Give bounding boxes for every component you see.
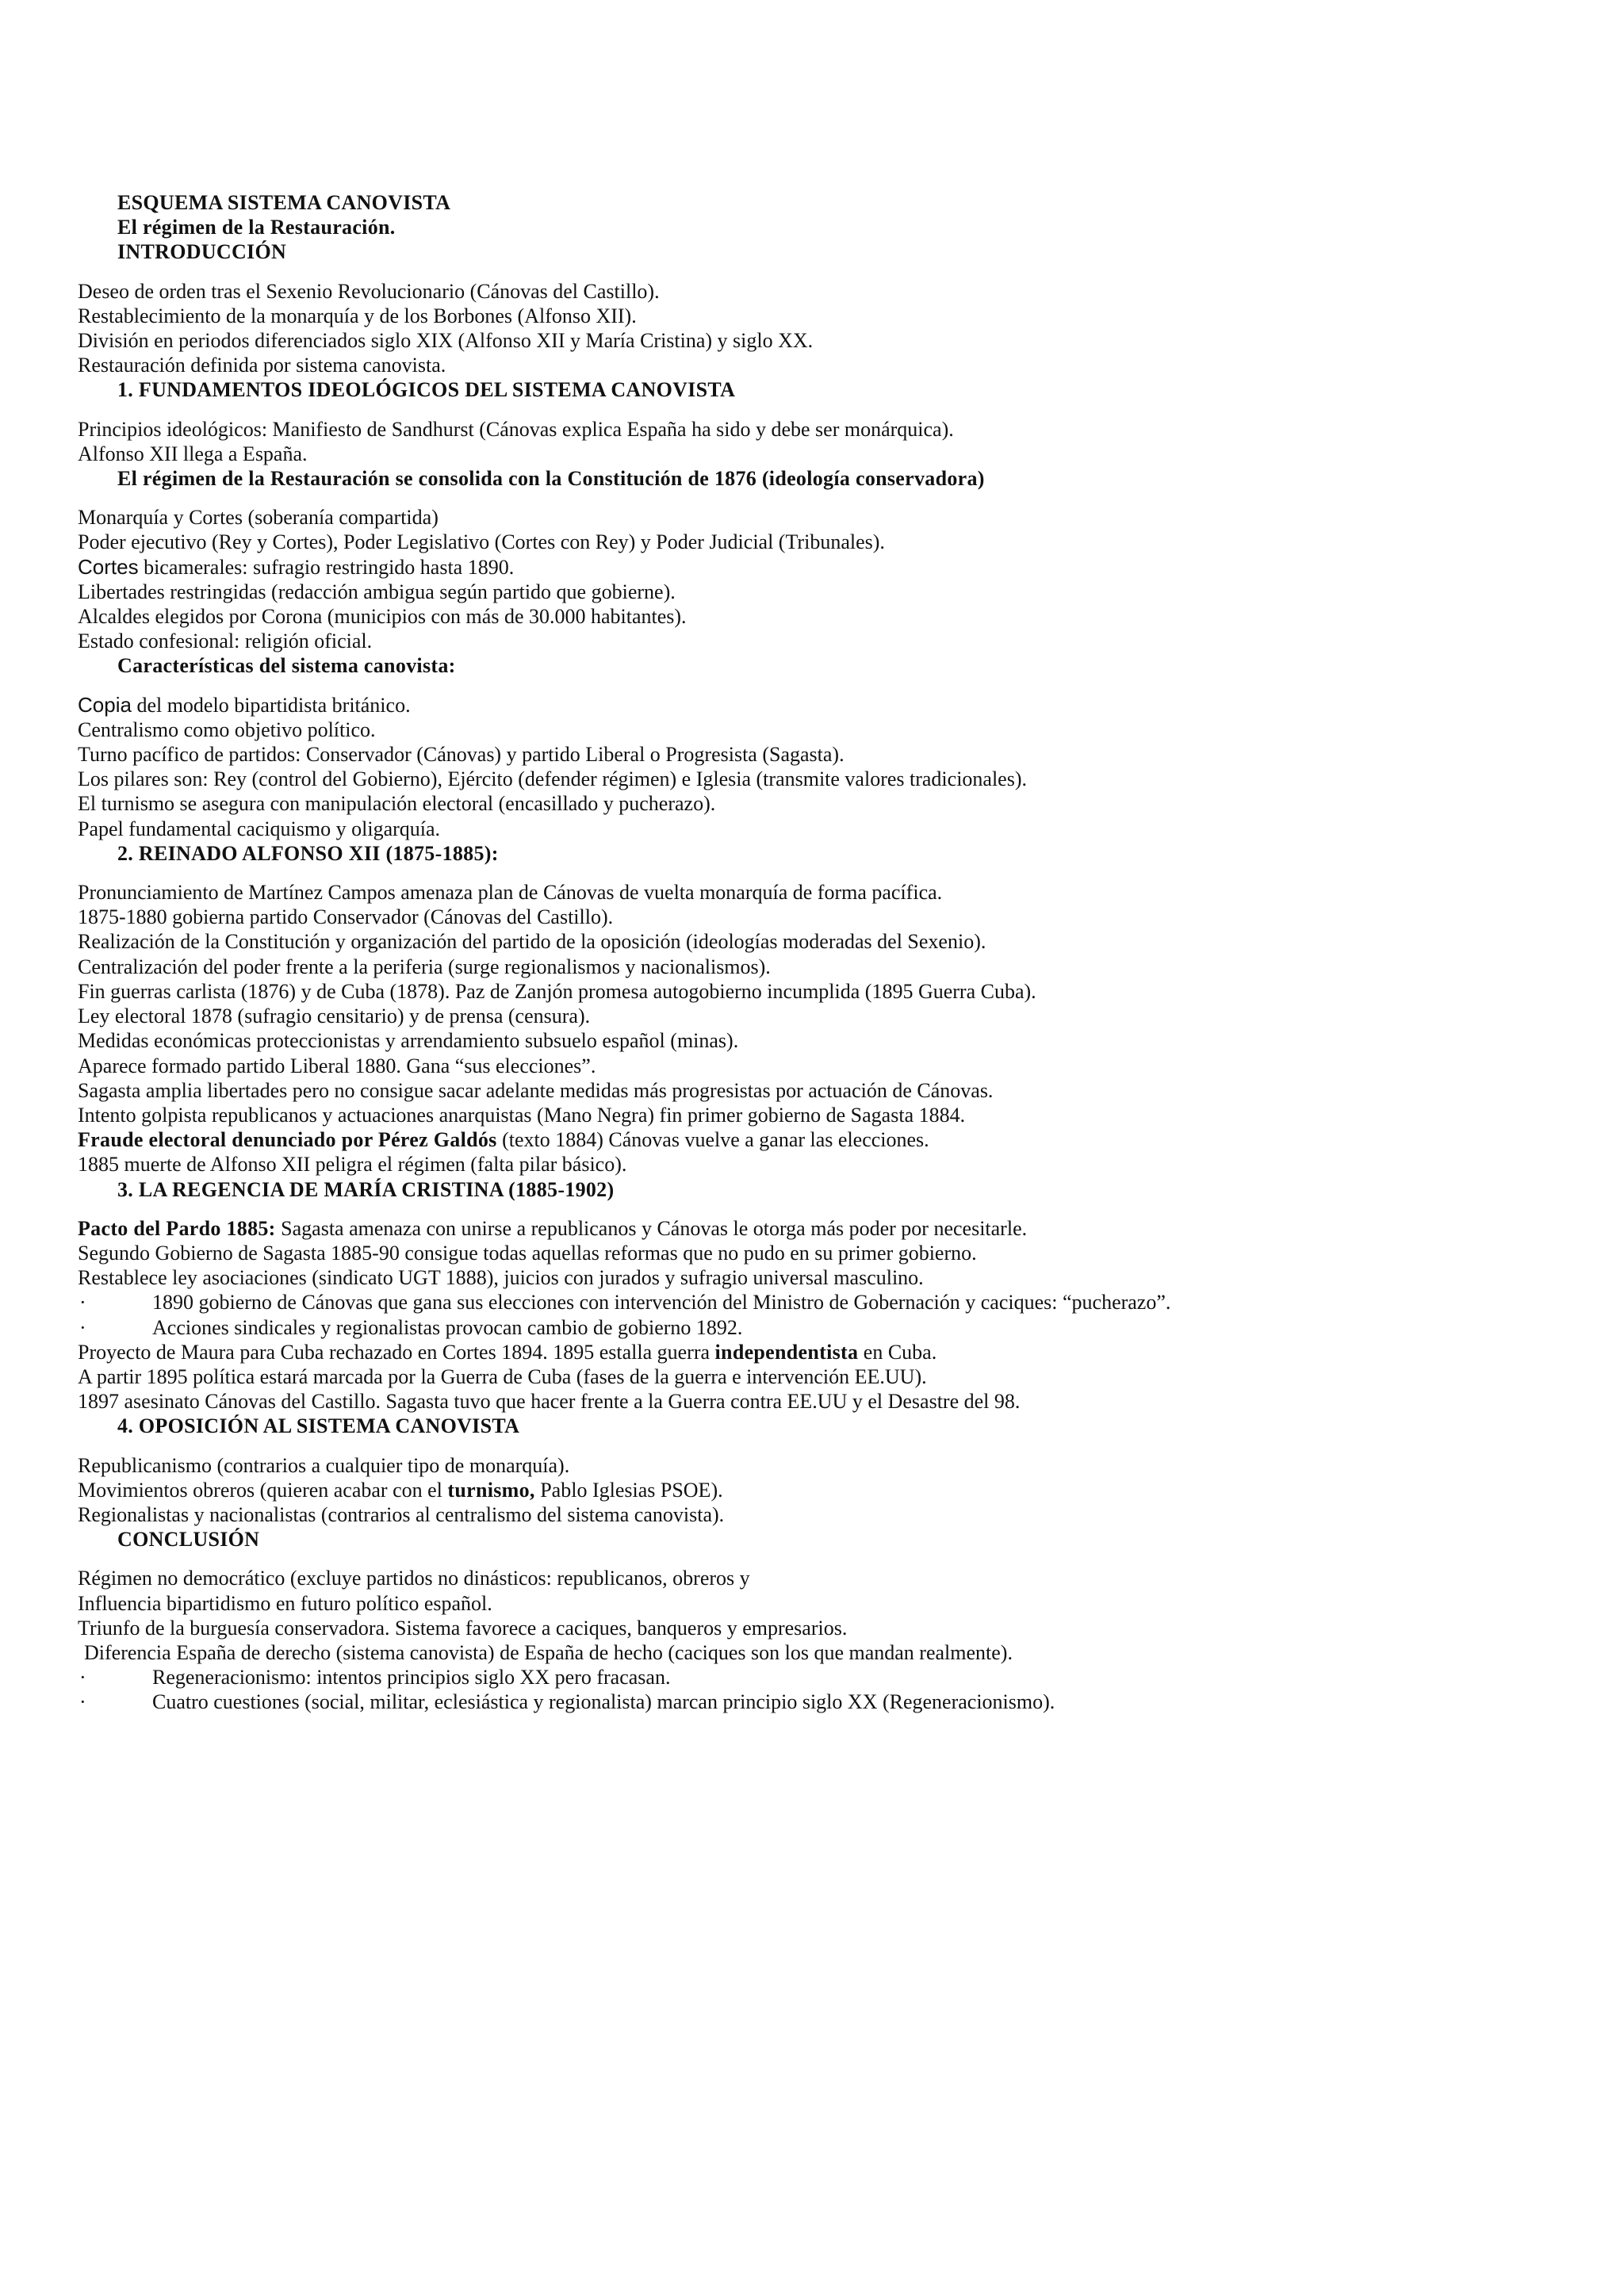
intro-line: División en periodos diferenciados siglo XIX (Alfonso XII y María Cristina) y siglo XX. bbox=[78, 329, 814, 353]
intro-line: Restauración definida por sistema canovista. bbox=[78, 354, 446, 377]
section-2-line: Fin guerras carlista (1876) y de Cuba (1878). Paz de Zanjón promesa autogobierno incumplida (1895 Guerra Cuba). bbox=[78, 979, 1036, 1003]
section-2-line: Centralización del poder frente a la periferia (surge regionalismos y nacionalismos). bbox=[78, 955, 771, 978]
section-3-line: A partir 1895 política estará marcada por la Guerra de Cuba (fases de la guerra e intervención EE.UU). bbox=[78, 1364, 927, 1388]
bullet-dot: · bbox=[79, 1690, 86, 1714]
maura-line bbox=[78, 1340, 1568, 1364]
section-1-line: Alfonso XII llega a España. bbox=[78, 442, 308, 465]
characteristic-line: El turnismo se asegura con manipulación electoral (encasillado y pucherazo). bbox=[78, 792, 716, 816]
characteristics-heading: Características del sistema canovista: bbox=[117, 654, 456, 678]
intro-line: Deseo de orden tras el Sexenio Revolucionario (Cánovas del Castillo). bbox=[78, 279, 660, 303]
copia-line bbox=[78, 693, 1568, 718]
bullet-text: Acciones sindicales y regionalistas provocan cambio de gobierno 1892. bbox=[152, 1315, 743, 1339]
list-item bbox=[78, 1689, 1568, 1714]
pacto-rest: Sagasta amenaza con unirse a republicanos y Cánovas le otorga más poder por necesitarle. bbox=[275, 1216, 1028, 1240]
mov-post: Pablo Iglesias PSOE). bbox=[534, 1478, 723, 1502]
intro-line: Restablecimiento de la monarquía y de los Borbones (Alfonso XII). bbox=[78, 304, 637, 327]
conclusion-line: Influencia bipartidismo en futuro político español. bbox=[78, 1591, 492, 1615]
fraude-rest: (texto 1884) Cánovas vuelve a ganar las elecciones. bbox=[496, 1128, 929, 1152]
section-3-line: Segundo Gobierno de Sagasta 1885-90 consigue todas aquellas reformas que no pudo en su primer gobierno. bbox=[78, 1241, 977, 1265]
constitution-line: Poder ejecutivo (Rey y Cortes), Poder Legislativo (Cortes con Rey) y Poder Judicial (Tribunales). bbox=[78, 530, 885, 554]
conclusion-line: Diferencia España de derecho (sistema canovista) de España de hecho (caciques son los que mandan realmente). bbox=[84, 1640, 1013, 1664]
mov-pre: Movimientos obreros (quieren acabar con el bbox=[78, 1478, 448, 1502]
section-2-line: Pronunciamiento de Martínez Campos amenaza plan de Cánovas de vuelta monarquía de forma pacífica. bbox=[78, 881, 943, 905]
cortes-rest: bicamerales: sufragio restringido hasta 1890. bbox=[138, 555, 515, 579]
maura-bold: independentista bbox=[714, 1340, 859, 1364]
section-4-line: Republicanismo (contrarios a cualquier tipo de monarquía). bbox=[78, 1453, 570, 1477]
bullet-text: 1890 gobierno de Cánovas que gana sus elecciones con intervención del Ministro de Gobernación y caciques: “pucherazo”. bbox=[152, 1291, 1171, 1314]
pacto-bold: Pacto del Pardo 1885: bbox=[78, 1216, 276, 1240]
document-body bbox=[78, 190, 1568, 1715]
fraude-line bbox=[78, 1127, 1568, 1152]
conclusion-line: Régimen no democrático (excluye partidos no dinásticos: republicanos, obreros y bbox=[78, 1567, 750, 1590]
maura-pre: Proyecto de Maura para Cuba rechazado en Cortes 1894. 1895 estalla guerra bbox=[78, 1340, 715, 1364]
constitution-line: Alcaldes elegidos por Corona (municipios con más de 30.000 habitantes). bbox=[78, 605, 687, 629]
maura-post: en Cuba. bbox=[858, 1340, 937, 1364]
section-2-line: Aparece formado partido Liberal 1880. Gana “sus elecciones”. bbox=[78, 1054, 596, 1077]
constitution-line: Libertades restringidas (redacción ambigua según partido que gobierne). bbox=[78, 580, 676, 603]
constitution-line: Monarquía y Cortes (soberanía compartida) bbox=[78, 506, 439, 530]
fraude-bold: Fraude electoral denunciado por Pérez Galdós bbox=[78, 1128, 497, 1152]
bullet-text: Regeneracionismo: intentos principios siglo XX pero fracasan. bbox=[152, 1666, 671, 1689]
document-title: ESQUEMA SISTEMA CANOVISTA bbox=[117, 191, 451, 214]
bullet-dot: · bbox=[79, 1291, 86, 1314]
section-2-line: 1885 muerte de Alfonso XII peligra el régimen (falta pilar básico). bbox=[78, 1153, 627, 1177]
cortes-word: Cortes bbox=[78, 554, 139, 579]
section-1-line: Principios ideológicos: Manifiesto de Sandhurst (Cánovas explica España ha sido y debe ser monárquica). bbox=[78, 417, 954, 441]
movimientos-line bbox=[78, 1478, 1568, 1502]
section-3-heading: 3. LA REGENCIA DE MARÍA CRISTINA (1885-1902) bbox=[117, 1177, 615, 1201]
characteristic-line: Los pilares son: Rey (control del Gobierno), Ejército (defender régimen) e Iglesia (transmite valores tradicionales). bbox=[78, 767, 1028, 791]
pacto-line bbox=[78, 1216, 1568, 1241]
intro-heading: INTRODUCCIÓN bbox=[117, 240, 287, 264]
mov-bold: turnismo, bbox=[447, 1478, 535, 1502]
copia-rest: del modelo bipartidista británico. bbox=[131, 693, 411, 717]
section-3-line: 1897 asesinato Cánovas del Castillo. Sagasta tuvo que hacer frente a la Guerra contra EE.UU y el Desastre del 98. bbox=[78, 1390, 1021, 1414]
section-2-heading: 2. REINADO ALFONSO XII (1875-1885): bbox=[117, 841, 499, 865]
characteristic-line: Turno pacífico de partidos: Conservador (Cánovas) y partido Liberal o Progresista (Sagasta). bbox=[78, 743, 845, 767]
characteristic-line: Papel fundamental caciquismo y oligarquía. bbox=[78, 817, 441, 840]
copia-word: Copia bbox=[78, 692, 132, 717]
bullet-text: Cuatro cuestiones (social, militar, eclesiástica y regionalista) marcan principio siglo XX (Regeneracionismo). bbox=[152, 1690, 1055, 1714]
section-2-line: Sagasta amplia libertades pero no consigue sacar adelante medidas más progresistas por actuación de Cánovas. bbox=[78, 1078, 994, 1102]
conclusion-line: Triunfo de la burguesía conservadora. Sistema favorece a caciques, banqueros y empresarios. bbox=[78, 1616, 848, 1640]
section-2-line: 1875-1880 gobierna partido Conservador (Cánovas del Castillo). bbox=[78, 905, 614, 929]
bullet-dot: · bbox=[79, 1666, 86, 1689]
section-2-line: Intento golpista republicanos y actuaciones anarquistas (Mano Negra) fin primer gobierno de Sagasta 1884. bbox=[78, 1103, 966, 1127]
section-4-heading: 4. OPOSICIÓN AL SISTEMA CANOVISTA bbox=[117, 1414, 520, 1438]
section-2-line: Realización de la Constitución y organización del partido de la oposición (ideologías moderadas del Sexenio). bbox=[78, 930, 986, 954]
section-2-line: Ley electoral 1878 (sufragio censitario) y de prensa (censura). bbox=[78, 1004, 591, 1028]
document-subtitle: El régimen de la Restauración. bbox=[117, 216, 396, 239]
section-2-line: Medidas económicas proteccionistas y arrendamiento subsuelo español (minas). bbox=[78, 1029, 739, 1053]
section-1-heading: 1. FUNDAMENTOS IDEOLÓGICOS DEL SISTEMA CANOVISTA bbox=[117, 378, 736, 402]
constitution-line: Estado confesional: religión oficial. bbox=[78, 629, 373, 653]
list-item bbox=[78, 1315, 1568, 1340]
list-item bbox=[78, 1290, 1568, 1314]
bullet-dot: · bbox=[79, 1315, 86, 1339]
constitution-heading: El régimen de la Restauración se consolida con la Constitución de 1876 (ideología conservadora) bbox=[117, 467, 985, 491]
list-item bbox=[78, 1665, 1568, 1689]
section-3-line: Restablece ley asociaciones (sindicato UGT 1888), juicios con jurados y sufragio universal masculino. bbox=[78, 1266, 924, 1290]
conclusion-heading: CONCLUSIÓN bbox=[117, 1528, 260, 1552]
cortes-line bbox=[78, 555, 1568, 580]
section-4-line: Regionalistas y nacionalistas (contrarios al centralismo del sistema canovista). bbox=[78, 1502, 725, 1526]
characteristic-line: Centralismo como objetivo político. bbox=[78, 718, 376, 741]
